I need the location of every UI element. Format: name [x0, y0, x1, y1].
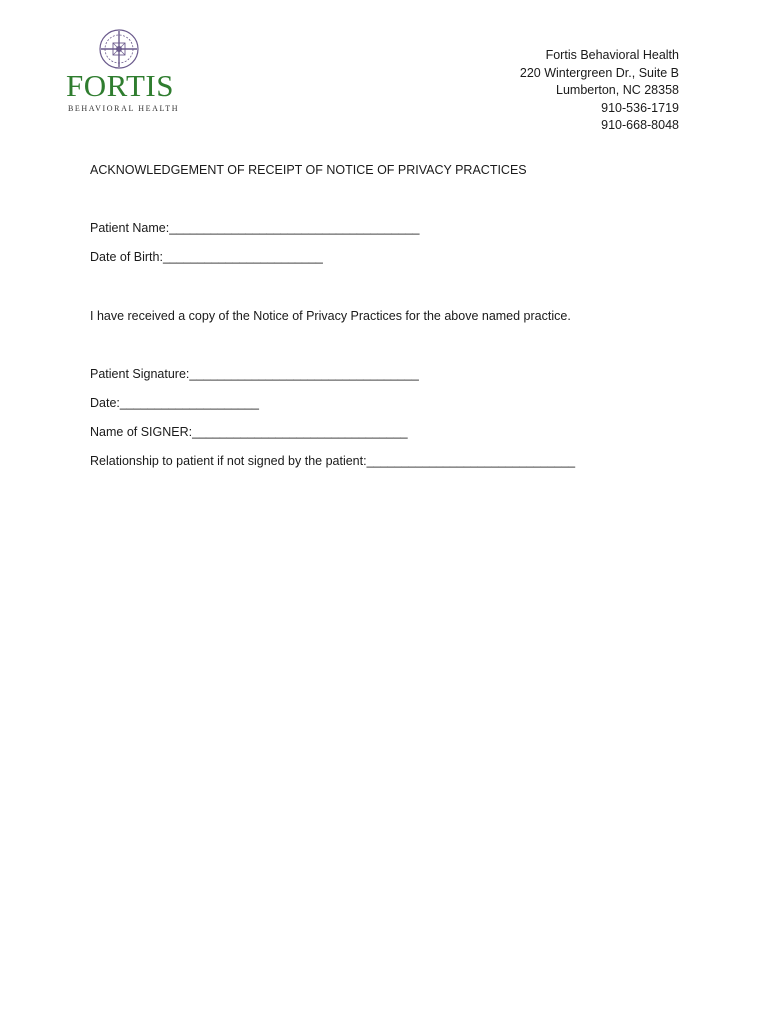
patient-name-field[interactable]: Patient Name:____________________________________	[90, 221, 420, 235]
date-field[interactable]: Date:____________________	[90, 396, 259, 410]
logo-subtitle: BEHAVIORAL HEALTH	[68, 104, 180, 113]
acknowledgement-statement: I have received a copy of the Notice of Privacy Practices for the above named practice.	[90, 309, 571, 323]
phone-number-1: 910-536-1719	[601, 100, 679, 115]
emblem-icon	[98, 28, 140, 70]
street-address: 220 Wintergreen Dr., Suite B	[519, 65, 679, 80]
form-title: ACKNOWLEDGEMENT OF RECEIPT OF NOTICE OF PRIVACY PRACTICES	[90, 163, 527, 177]
patient-signature-field[interactable]: Patient Signature:_________________________________	[90, 367, 419, 381]
fortis-logo	[66, 28, 180, 118]
practice-name: Fortis Behavioral Health	[545, 48, 679, 62]
signer-name-field[interactable]: Name of SIGNER:_______________________________	[90, 425, 408, 439]
logo-wordmark: FORTIS	[66, 68, 174, 103]
relationship-field[interactable]: Relationship to patient if not signed by the patient:______________________________	[90, 454, 576, 468]
phone-number-2: 910-668-8048	[601, 118, 679, 132]
city-state-zip: Lumberton, NC 28358	[556, 83, 679, 97]
date-of-birth-field[interactable]: Date of Birth:_______________________	[90, 250, 323, 264]
practice-address	[520, 47, 679, 135]
